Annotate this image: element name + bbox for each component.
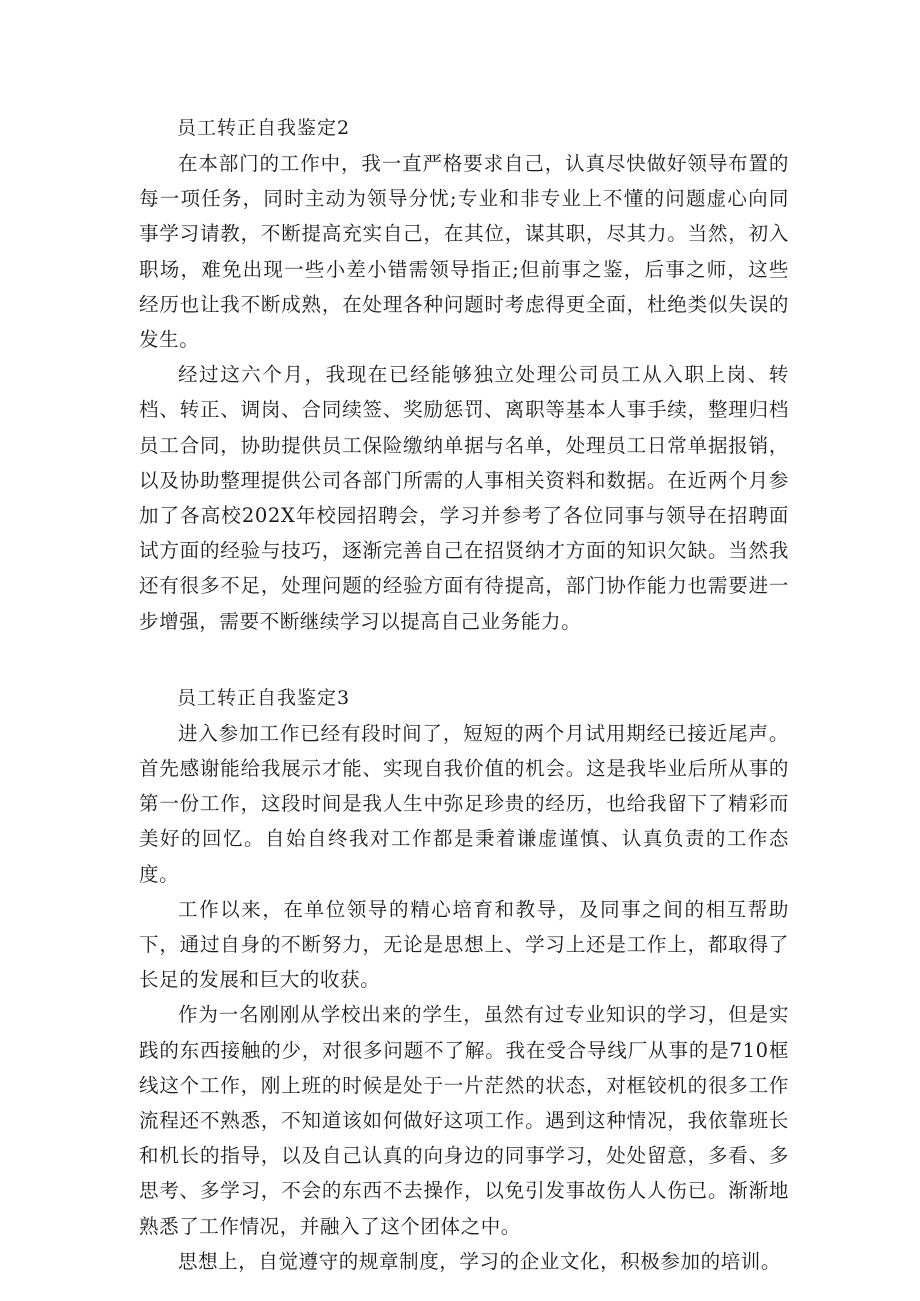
paragraph: 在本部门的工作中，我一直严格要求自己，认真尽快做好领导布置的每一项任务，同时主动为领导分忧;专业和非专业上不懂的问题虚心向同事学习请教，不断提高充实自己，在其位，谋其职，尽其力。当然，初入职场，难免出现一些小差小错需领导指正;但前事之鉴，后事之师，这些经历也让我不断成熟，在处理各种问题时考虑得更全面，杜绝类似失误的发生。	[139, 152, 789, 352]
document-body	[139, 112, 789, 1279]
paragraph: 思想上，自觉遵守的规章制度，学习的企业文化，积极参加的培训。	[178, 1249, 782, 1273]
section-heading: 员工转正自我鉴定2	[177, 117, 351, 139]
paragraph: 工作以来，在单位领导的精心培育和教导，及同事之间的相互帮助下，通过自身的不断努力，无论是思想上、学习上还是工作上，都取得了长足的发展和巨大的收获。	[139, 897, 789, 992]
section-heading: 员工转正自我鉴定3	[177, 686, 351, 709]
paragraph: 经过这六个月，我现在已经能够独立处理公司员工从入职上岗、转档、转正、调岗、合同续签、奖励惩罚、离职等基本人事手续，整理归档员工合同，协助提供员工保险缴纳单据与名单，处理员工日常单据报销，以及协助整理提供公司各部门所需的人事相关资料和数据。在近两个月参加了各高校202X年校园招聘会，学习并参考了各位同事与领导在招聘面试方面的经验与技巧，逐渐完善自己在招贤纳才方面的知识欠缺。当然我还有很多不足，处理问题的经验方面有待提高，部门协作能力也需要进一步增强，需要不断继续学习以提高自己业务能力。	[139, 363, 789, 633]
paragraph: 作为一名刚刚从学校出来的学生，虽然有过专业知识的学习，但是实践的东西接触的少，对很多问题不了解。我在受合导线厂从事的是710框线这个工作，刚上班的时候是处于一片茫然的状态，对框铰机的很多工作流程还不熟悉，不知道该如何做好这项工作。遇到这种情况，我依靠班长和机长的指导，以及自己认真的向身边的同事学习，处处留意，多看、多思考、多学习，不会的东西不去操作，以免引发事故伤人人伤已。渐渐地熟悉了工作情况，并融入了这个团体之中。	[139, 1003, 789, 1238]
section-spacer	[139, 639, 789, 682]
paragraph: 进入参加工作已经有段时间了，短短的两个月试用期经已接近尾声。首先感谢能给我展示才能、实现自我价值的机会。这是我毕业后所从事的第一份工作，这段时间是我人生中弥足珍贵的经历，也给我留下了精彩而美好的回忆。自始自终我对工作都是秉着谦虚谨慎、认真负责的工作态度。	[139, 721, 789, 886]
